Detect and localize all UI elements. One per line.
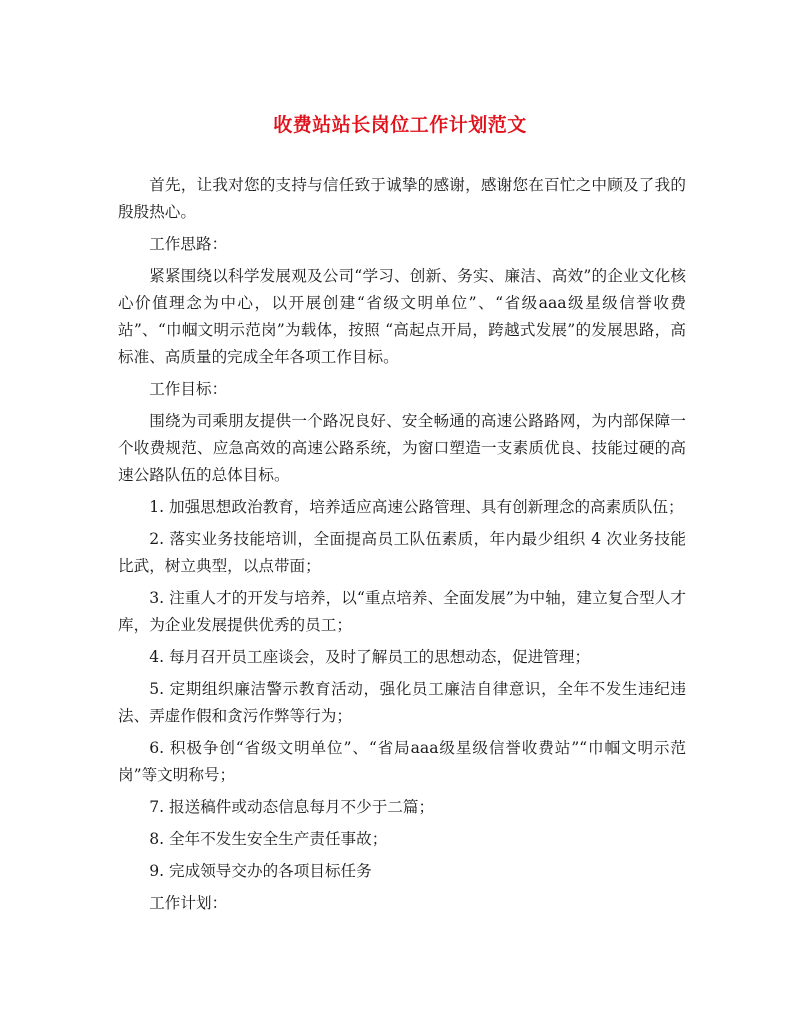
paragraph-work-approach: 紧紧围绕以科学发展观及公司“学习、创新、务实、廉洁、高效”的企业文化核心价值理念为中心，以开展创建“省级文明单位”、“省级aaa级星级信誉收费站”、“巾帼文明示范岗”为载体，按照 “高起点开局，跨越式发展”的发展思路，高标准、高质量的完成全年各项工作目标。 — [118, 267, 686, 366]
goal-item-1: 1. 加强思想政治教育，培养适应高速公路管理、具有创新理念的高素质队伍； — [149, 498, 684, 516]
goal-item-6: 6. 积极争创“省级文明单位”、“省局aaa级星级信誉收费站”“巾帼文明示范岗”等文明称号； — [118, 739, 686, 784]
goal-item-5: 5. 定期组织廉洁警示教育活动，强化员工廉洁自律意识，全年不发生违纪违法、弄虚作假和贪污作弊等行为； — [118, 680, 686, 725]
paragraph-intro: 首先，让我对您的支持与信任致于诚挚的感谢，感谢您在百忙之中顾及了我的殷殷热心。 — [118, 176, 686, 221]
document-title: 收费站站长岗位工作计划范文 — [273, 114, 527, 136]
goal-item-3: 3. 注重人才的开发与培养，以“重点培养、全面发展”为中轴，建立复合型人才库，为企业发展提供优秀的员工； — [118, 589, 686, 634]
goal-item-7: 7. 报送稿件或动态信息每月不少于二篇； — [149, 798, 435, 816]
goal-item-2: 2. 落实业务技能培训，全面提高员工队伍素质，年内最少组织 4 次业务技能比武，树立典型，以点带面； — [118, 530, 686, 575]
document-body — [118, 172, 686, 922]
heading-work-plan: 工作计划： — [149, 894, 228, 912]
goal-item-9: 9. 完成领导交办的各项目标任务 — [149, 862, 372, 880]
goal-item-8: 8. 全年不发生安全生产责任事故； — [149, 830, 388, 848]
paragraph-work-goals: 围绕为司乘朋友提供一个路况良好、安全畅通的高速公路路网，为内部保障一个收费规范、应急高效的高速公路系统，为窗口塑造一支素质优良、技能过硬的高速公路队伍的总体目标。 — [118, 412, 686, 484]
heading-work-approach: 工作思路： — [149, 235, 228, 253]
heading-work-goals: 工作目标： — [149, 380, 228, 398]
goal-item-4: 4. 每月召开员工座谈会，及时了解员工的思想动态，促进管理； — [149, 648, 591, 666]
